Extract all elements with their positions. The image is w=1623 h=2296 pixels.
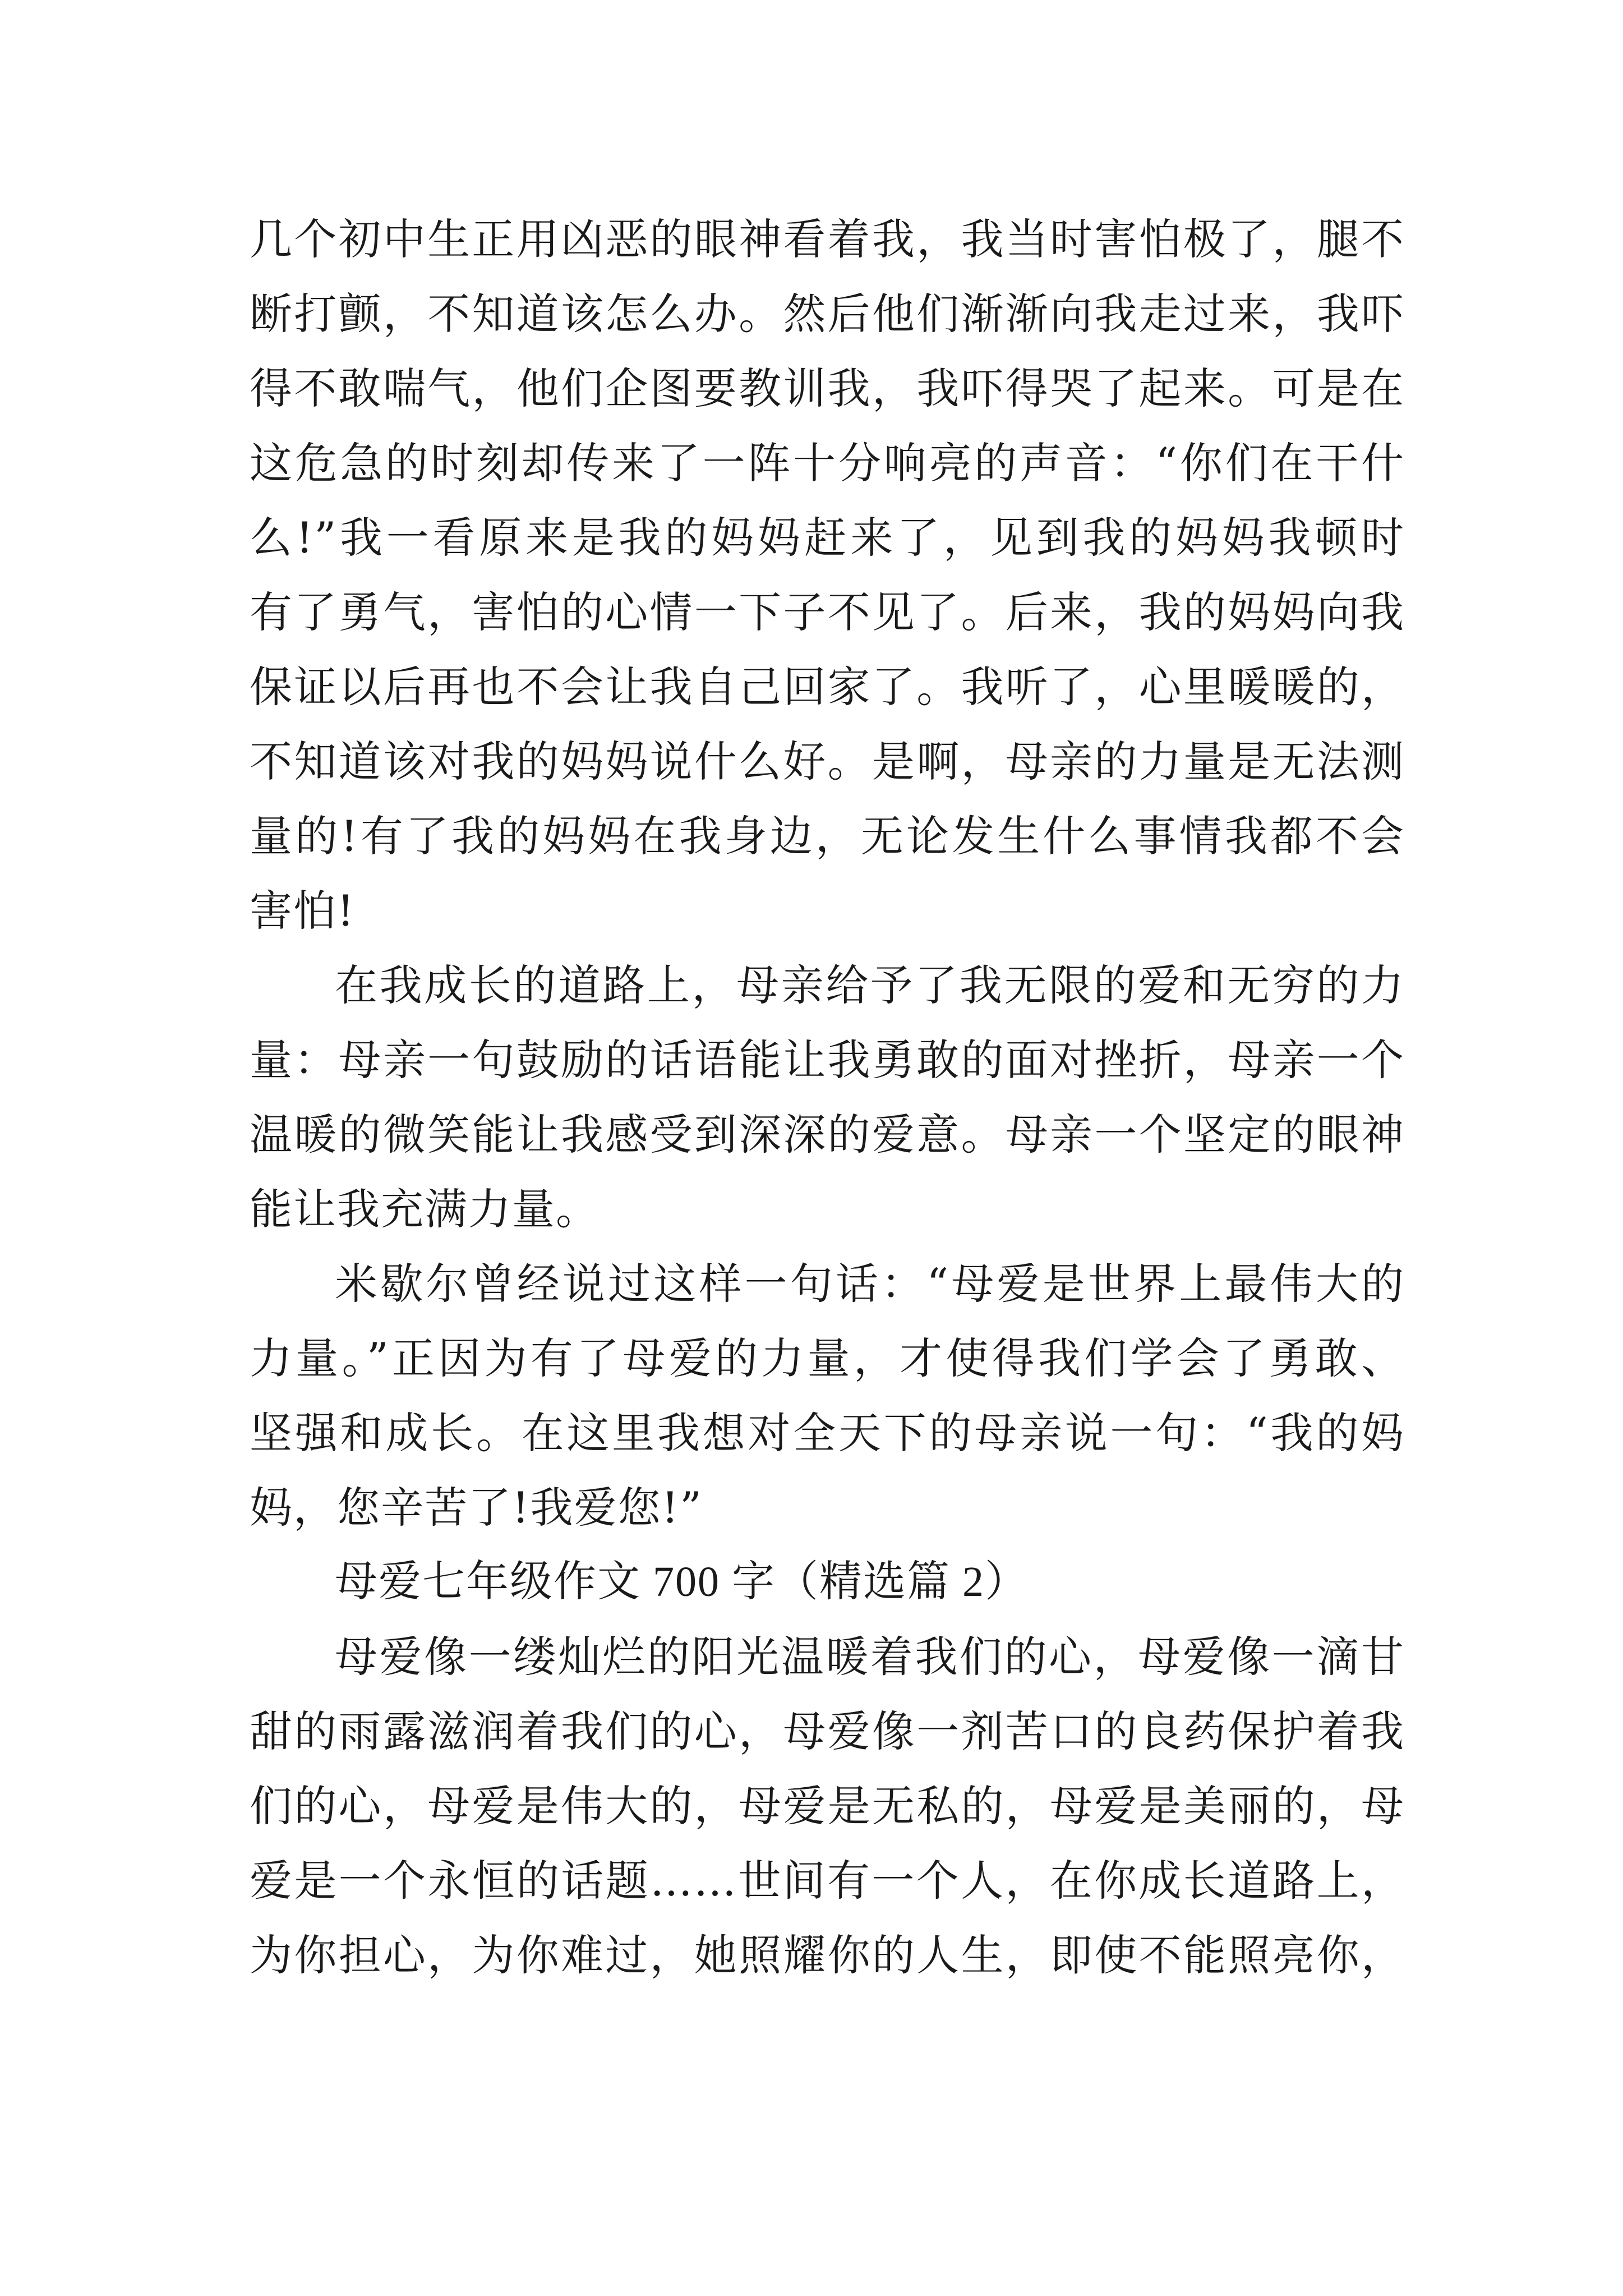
text-line: 这危急的时刻却传来了一阵十分响亮的声音：“你们在干什 bbox=[250, 438, 1405, 488]
text-line: 温暖的微笑能让我感受到深深的爱意。母亲一个坚定的眼神 bbox=[250, 1110, 1405, 1159]
text-line: 能让我充满力量。 bbox=[250, 1184, 600, 1234]
paragraph-start-line: 母爱像一缕灿烂的阳光温暖着我们的心，母爱像一滴甘 bbox=[335, 1632, 1405, 1682]
text-line: 断打颤，不知道该怎么办。然后他们渐渐向我走过来，我吓 bbox=[250, 289, 1405, 339]
text-line: 几个初中生正用凶恶的眼神看着我，我当时害怕极了，腿不 bbox=[250, 214, 1405, 264]
text-line: 爱是一个永恒的话题……世间有一个人，在你成长道路上， bbox=[250, 1856, 1405, 1906]
document-body bbox=[250, 202, 1405, 1993]
text-line: 妈，您辛苦了!我爱您!” bbox=[250, 1483, 703, 1533]
text-line: 么!”我一看原来是我的妈妈赶来了，见到我的妈妈我顿时 bbox=[250, 513, 1405, 563]
text-line: 们的心，母爱是伟大的，母爱是无私的，母爱是美丽的，母 bbox=[250, 1781, 1405, 1831]
paragraph-start-line: 米歇尔曾经说过这样一句话：“母爱是世界上最伟大的 bbox=[335, 1259, 1405, 1309]
text-line: 坚强和成长。在这里我想对全天下的母亲说一句：“我的妈 bbox=[250, 1408, 1405, 1458]
text-line: 有了勇气，害怕的心情一下子不见了。后来，我的妈妈向我 bbox=[250, 587, 1405, 637]
text-line: 害怕! bbox=[250, 886, 356, 936]
text-line: 力量。”正因为有了母爱的力量，才使得我们学会了勇敢、 bbox=[250, 1333, 1405, 1383]
text-line: 量：母亲一句鼓励的话语能让我勇敢的面对挫折，母亲一个 bbox=[250, 1035, 1405, 1085]
text-line: 甜的雨露滋润着我们的心，母爱像一剂苦口的良药保护着我 bbox=[250, 1706, 1405, 1756]
text-line: 为你担心，为你难过，她照耀你的人生，即使不能照亮你， bbox=[250, 1930, 1405, 1980]
text-line: 量的!有了我的妈妈在我身边，无论发生什么事情我都不会 bbox=[250, 811, 1405, 861]
paragraph-start-line: 在我成长的道路上，母亲给予了我无限的爱和无穷的力 bbox=[335, 960, 1405, 1010]
section-heading: 母爱七年级作文 700 字（精选篇 2） bbox=[335, 1558, 1029, 1605]
text-line: 不知道该对我的妈妈说什么好。是啊，母亲的力量是无法测 bbox=[250, 737, 1405, 786]
text-line: 保证以后再也不会让我自己回家了。我听了，心里暖暖的， bbox=[250, 662, 1405, 712]
text-line: 得不敢喘气，他们企图要教训我，我吓得哭了起来。可是在 bbox=[250, 364, 1405, 413]
